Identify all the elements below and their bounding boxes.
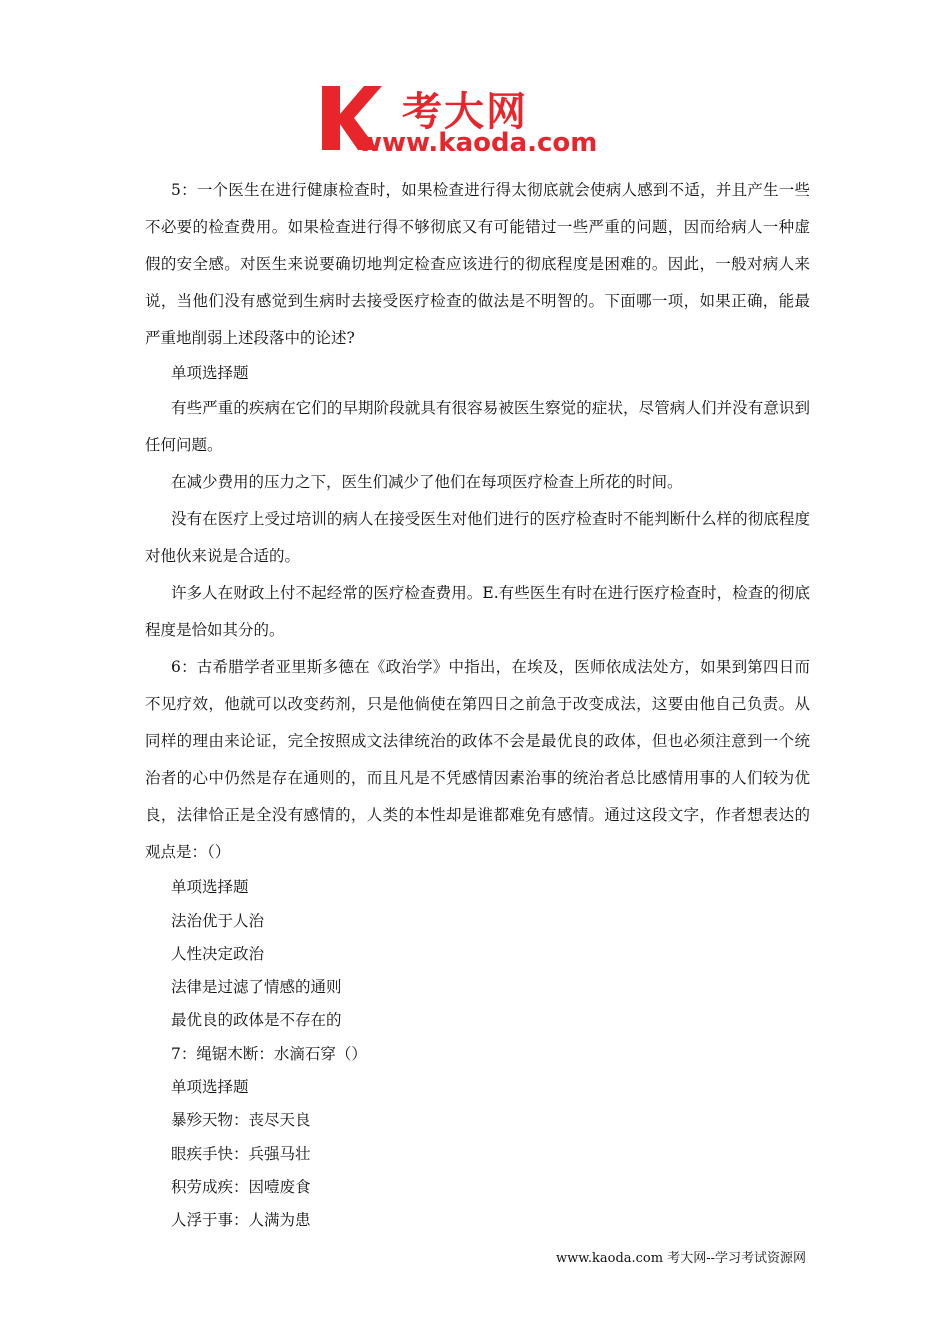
kaoda-logo (318, 84, 638, 160)
question-6-stem: 6：古希腊学者亚里斯多德在《政治学》中指出，在埃及，医师依成法处方，如果到第四日而不见疗效，他就可以改变药剂，只是他倘使在第四日之前急于改变成法，这要由他自己负责。从同样的理由来论证，完全按照成文法律统治的政体不会是最优良的政体，但也必须注意到一个统治者的心中仍然是存在通则的，而且凡是不凭感情因素治事的统治者总比感情用事的人们较为优良，法律恰正是全没有感情的，人类的本性却是谁都难免有感情。通过这段文字，作者想表达的观点是：（） (145, 658, 810, 862)
question-7-option: 人浮于事：人满为患 (171, 1211, 311, 1230)
question-5-option: 没有在医疗上受过培训的病人在接受医生对他们进行的医疗检查时不能判断什么样的彻底程度对他伙来说是合适的。 (145, 510, 810, 566)
question-7-option: 眼疾手快：兵强马壮 (171, 1144, 311, 1163)
page-footer: www.kaoda.com 考大网--学习考试资源网 (556, 1251, 806, 1266)
question-6-option: 最优良的政体是不存在的 (171, 1011, 342, 1030)
logo-chinese-name: 考大网 (402, 89, 528, 135)
question-5-stem: 5：一个医生在进行健康检查时，如果检查进行得太彻底就会使病人感到不适，并且产生一些不必要的检查费用。如果检查进行得不够彻底又有可能错过一些严重的问题，因而给病人一种虚假的安全感。对医生来说要确切地判定检查应该进行的彻底程度是困难的。因此，一般对病人来说，当他们没有感觉到生病时去接受医疗检查的做法是不明智的。下面哪一项，如果正确，能最严重地削弱上述段落中的论述? (145, 181, 810, 347)
question-6-option: 法律是过滤了情感的通则 (171, 978, 342, 997)
question-7-stem: 7：绳锯木断：水滴石穿（） (171, 1044, 367, 1063)
logo-url: www.kaoda.com (358, 128, 598, 158)
question-6-type: 单项选择题 (171, 878, 249, 897)
question-5-option: 有些严重的疾病在它们的早期阶段就具有很容易被医生察觉的症状，尽管病人们并没有意识到任何问题。 (145, 399, 810, 455)
question-6-option: 法治优于人治 (171, 911, 265, 930)
question-5-option: 许多人在财政上付不起经常的医疗检查费用。E.有些医生有时在进行医疗检查时，检查的彻底程度是恰如其分的。 (145, 584, 810, 640)
question-6-option: 人性决定政治 (171, 944, 265, 963)
question-7-option: 暴殄天物：丧尽天良 (171, 1111, 311, 1130)
question-7-type: 单项选择题 (171, 1078, 249, 1097)
question-5-option: 在减少费用的压力之下，医生们减少了他们在每项医疗检查上所花的时间。 (171, 473, 683, 492)
document-body (145, 172, 810, 1238)
question-7-option: 积劳成疾：因噎废食 (171, 1177, 311, 1196)
question-5-type: 单项选择题 (171, 364, 249, 382)
